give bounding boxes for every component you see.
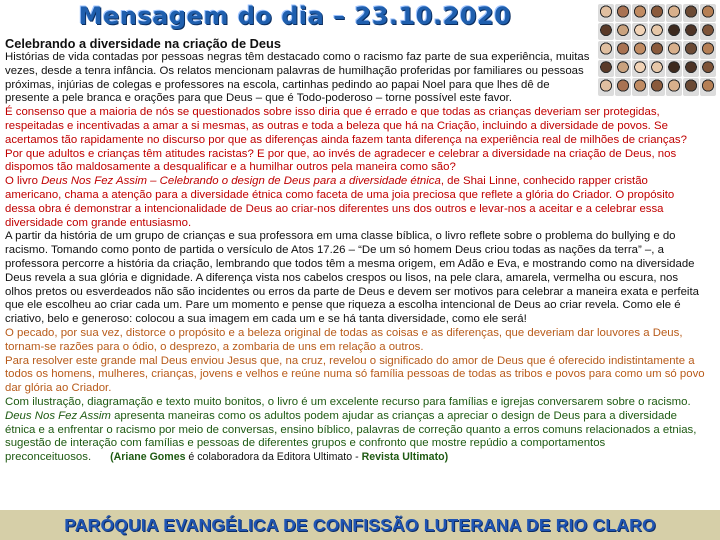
book-title: Deus Nos Fez Assim – Celebrando o design de Deus para a diversidade étnica [41, 175, 441, 188]
footer-banner: PARÓQUIA EVANGÉLICA DE CONFISSÃO LUTERANA DE RIO CLARO [0, 510, 720, 540]
article-heading: Celebrando a diversidade na criação de Deus [5, 36, 281, 51]
face-tile [598, 4, 614, 22]
book-title-short: Deus Nos Fez Assim [5, 409, 111, 422]
paragraph-7-a: Com ilustração, diagramação e texto muito bonitos, o livro é um excelente recurso para famílias e igrejas conversarem sobre o racismo. [5, 395, 691, 408]
page-title: Mensagem do dia – 23.10.2020 [78, 2, 512, 30]
face-tile [700, 4, 716, 22]
face-tile [632, 4, 648, 22]
paragraph-3 [5, 175, 707, 230]
author-credit [110, 451, 448, 463]
paragraph-7 [5, 396, 707, 465]
paragraph-7-b: apresenta maneiras como os adultos podem ajudar as crianças a apreciar o design de Deus para a diversidade étnica e a enfrentar o racismo por meio de conversas, ensino bíblico, palavras de correção quanto a erros comuns relacionados a etnias, sugestão de interação com famílias e pessoas de diferentes grupos e confronto que mostre repúdio a comportamentos preconceituosos. [5, 409, 697, 464]
credit-mid: é colaboradora da Editora Ultimato - [185, 451, 362, 464]
paragraph-3-rest: , de Shai Linne, conhecido rapper cristão americano, chama a atenção para a diversidade étnica como faceta de uma joia preciosa que reflete a glória do Criador. O propósito dessa obra é demonstrar a intencionalidade de Deus ao criar-nos diferentes uns dos outros e levar-nos a aceitar e a celebrar essa diversidade com grande entusiasmo. [5, 175, 675, 229]
paragraph-3-intro: O livro [5, 175, 42, 188]
face-tile [649, 4, 665, 22]
credit-author: (Ariane Gomes [110, 451, 186, 464]
paragraph-1: Histórias de vida contadas por pessoas negras têm destacado como o racismo faz parte de sua experiência, muitas vezes, desde a tenra infância. Os relatos mencionam palavras de humilhação proferidas por familiares ou pessoas próximas, injúrias de colegas e professores na escola, cartinhas pedindo ao papai Noel para que lhes dê de presente a pele branca e orações para que Deus – que é Todo-poderoso – torne possível este favor. [5, 51, 590, 105]
paragraph-4: A partir da história de um grupo de crianças e sua professora em uma classe bíblica, o livro reflete sobre o problema do bullying e do racismo. Tomando como ponto de partida o versículo de Atos 17.26 – “De um só homem Deus criou todas as nações da terra” –, a professora percorre a história da criação, lembrando que todos têm a mesma origem, em Adão e Eva, e mostrando como na diversidade Deus revela a sua glória e dignidade. A diferença vista nos cabelos crespos ou lisos, na pele clara, amarela, vermelha ou escura, nos olhos pretos ou esverdeados não são incidentes ou erros da parte de Deus e devem ser motivos para celebrar a maneira exata e perfeita que ele escolheu ao criar cada um. Pare um momento e pense que riqueza a escolha intencional de Deus ao criar revela. Como ele é criativo, belo e generoso: colocou a sua imagem em cada um e se há tanta diversidade, como ele será! [5, 230, 699, 326]
paragraph-5: O pecado, por sua vez, distorce o propósito e a beleza original de todas as coisas e as diferenças, que deveriam dar louvores a Deus, tornam-se razões para o ódio, o desprezo, a zombaria de uns em relação a outros. [5, 326, 683, 353]
face-tile [683, 4, 699, 22]
article [5, 36, 705, 465]
paragraph-6: Para resolver este grande mal Deus enviou Jesus que, na cruz, revelou o significado do amor de Deus que é oferecido indistintamente a todos os homens, mulheres, crianças, jovens e velhos e reúne numa só família pessoas de todas as tribos e povos para como um só povo dar glória ao Criador. [5, 354, 705, 395]
face-tile [615, 4, 631, 22]
credit-source: Revista Ultimato) [361, 451, 449, 464]
paragraph-2: É consenso que a maioria de nós se questionados sobre isso diria que é errado e que todas as crianças deveriam ser protegidas, respeitadas e incentivadas a amar a si mesmas, as outras e toda a beleza que há na Criação, incluindo a diversidade de povos. Se acertamos tão rapidamente no discurso por que as diferenças ainda fazem tanta diferença na experiência real de milhões de crianças? Por que adultos e crianças têm atitudes racistas? E por que, ao invés de agradecer e celebrar a diversidade na criação de Deus, nos dispomos tão maldosamente a desqualificar e a humilhar outros pela maneira como são? [5, 106, 687, 174]
face-tile [666, 4, 682, 22]
